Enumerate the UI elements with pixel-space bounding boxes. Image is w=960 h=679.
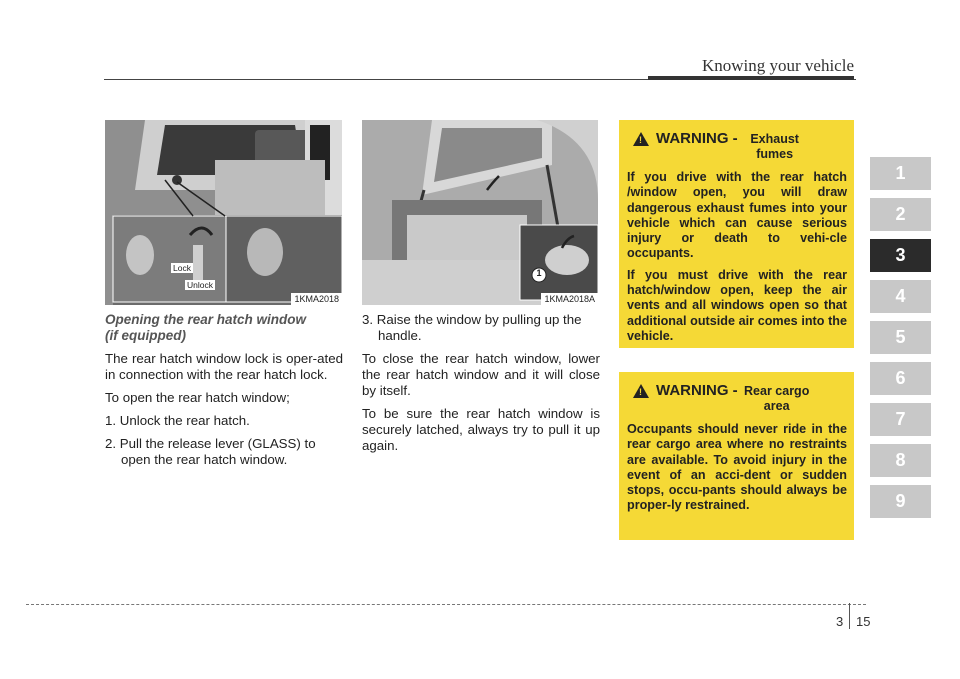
step-1: 1. Unlock the rear hatch.: [105, 413, 250, 428]
warning-rear-cargo-area: [619, 372, 854, 540]
callout-1: 1: [536, 268, 542, 278]
section-heading-line1: Opening the rear hatch window: [105, 312, 307, 327]
tab-1[interactable]: 1: [870, 157, 931, 190]
lock-label: Lock: [173, 263, 191, 273]
header-rule-accent: [648, 76, 854, 80]
paragraph: To close the rear hatch window, lower the rear hatch window and it will close by itself.: [362, 351, 600, 398]
middle-column: [362, 312, 600, 461]
tab-8[interactable]: 8: [870, 444, 931, 477]
footer-rule: [26, 604, 866, 605]
tab-2[interactable]: 2: [870, 198, 931, 231]
rear-hatch-lock-illustration: [105, 120, 342, 305]
image-code: 1KMA2018: [291, 293, 342, 305]
rear-hatch-window-illustration: [362, 120, 598, 305]
warning-header: [627, 130, 847, 162]
paragraph: The rear hatch window lock is oper-ated in connection with the rear hatch lock.: [105, 351, 343, 382]
step-2: 2. Pull the release lever (GLASS) to open the rear hatch window.: [105, 436, 316, 467]
unlock-label: Unlock: [187, 280, 213, 290]
tab-5[interactable]: 5: [870, 321, 931, 354]
image-code: 1KMA2018A: [541, 293, 598, 305]
section-heading: [105, 312, 343, 344]
warning-icon: !: [633, 132, 649, 146]
rear-hatch-window-drawing: [362, 120, 598, 305]
warning-label: WARNING -: [656, 130, 738, 147]
paragraph: To be sure the rear hatch window is securely latched, always try to pull it up again.: [362, 406, 600, 453]
warning-text: If you drive with the rear hatch /window open, you will draw dangerous exhaust fumes into your vehicle which can cause serious injury or death to vehi-cle occupants.: [627, 170, 847, 261]
tab-6[interactable]: 6: [870, 362, 931, 395]
paragraph: To open the rear hatch window;: [105, 390, 290, 405]
warning-icon: !: [633, 384, 649, 398]
tab-9[interactable]: 9: [870, 485, 931, 518]
tab-7[interactable]: 7: [870, 403, 931, 436]
warning-label: WARNING -: [656, 382, 738, 399]
step-3: 3. Raise the window by pulling up the handle.: [362, 312, 582, 343]
page-number: 15: [856, 614, 871, 629]
warning-subject: Exhaust fumes: [750, 132, 799, 161]
chapter-number: 3: [836, 614, 844, 629]
chapter-tabs: [870, 157, 931, 526]
rear-hatch-lock-drawing: [105, 120, 342, 305]
warning-subject: Rear cargo area: [744, 384, 810, 413]
page-number-divider: [849, 603, 850, 629]
warning-header: [627, 382, 847, 414]
warning-text: If you must drive with the rear hatch/window open, keep the air vents and all windows open so that additional outside air comes into the vehicle.: [627, 267, 847, 343]
warning-text: Occupants should never ride in the rear cargo area where no restraints are available. To avoid injury in the event of an acci-dent or sudden stops, occu-pants should always be proper-ly restrained.: [627, 422, 847, 513]
warning-exhaust-fumes: [619, 120, 854, 348]
tab-3[interactable]: 3: [870, 239, 931, 272]
left-column: [105, 312, 343, 475]
section-title: Knowing your vehicle: [701, 56, 854, 75]
tab-4[interactable]: 4: [870, 280, 931, 313]
section-heading-line2: (if equipped): [105, 328, 186, 343]
